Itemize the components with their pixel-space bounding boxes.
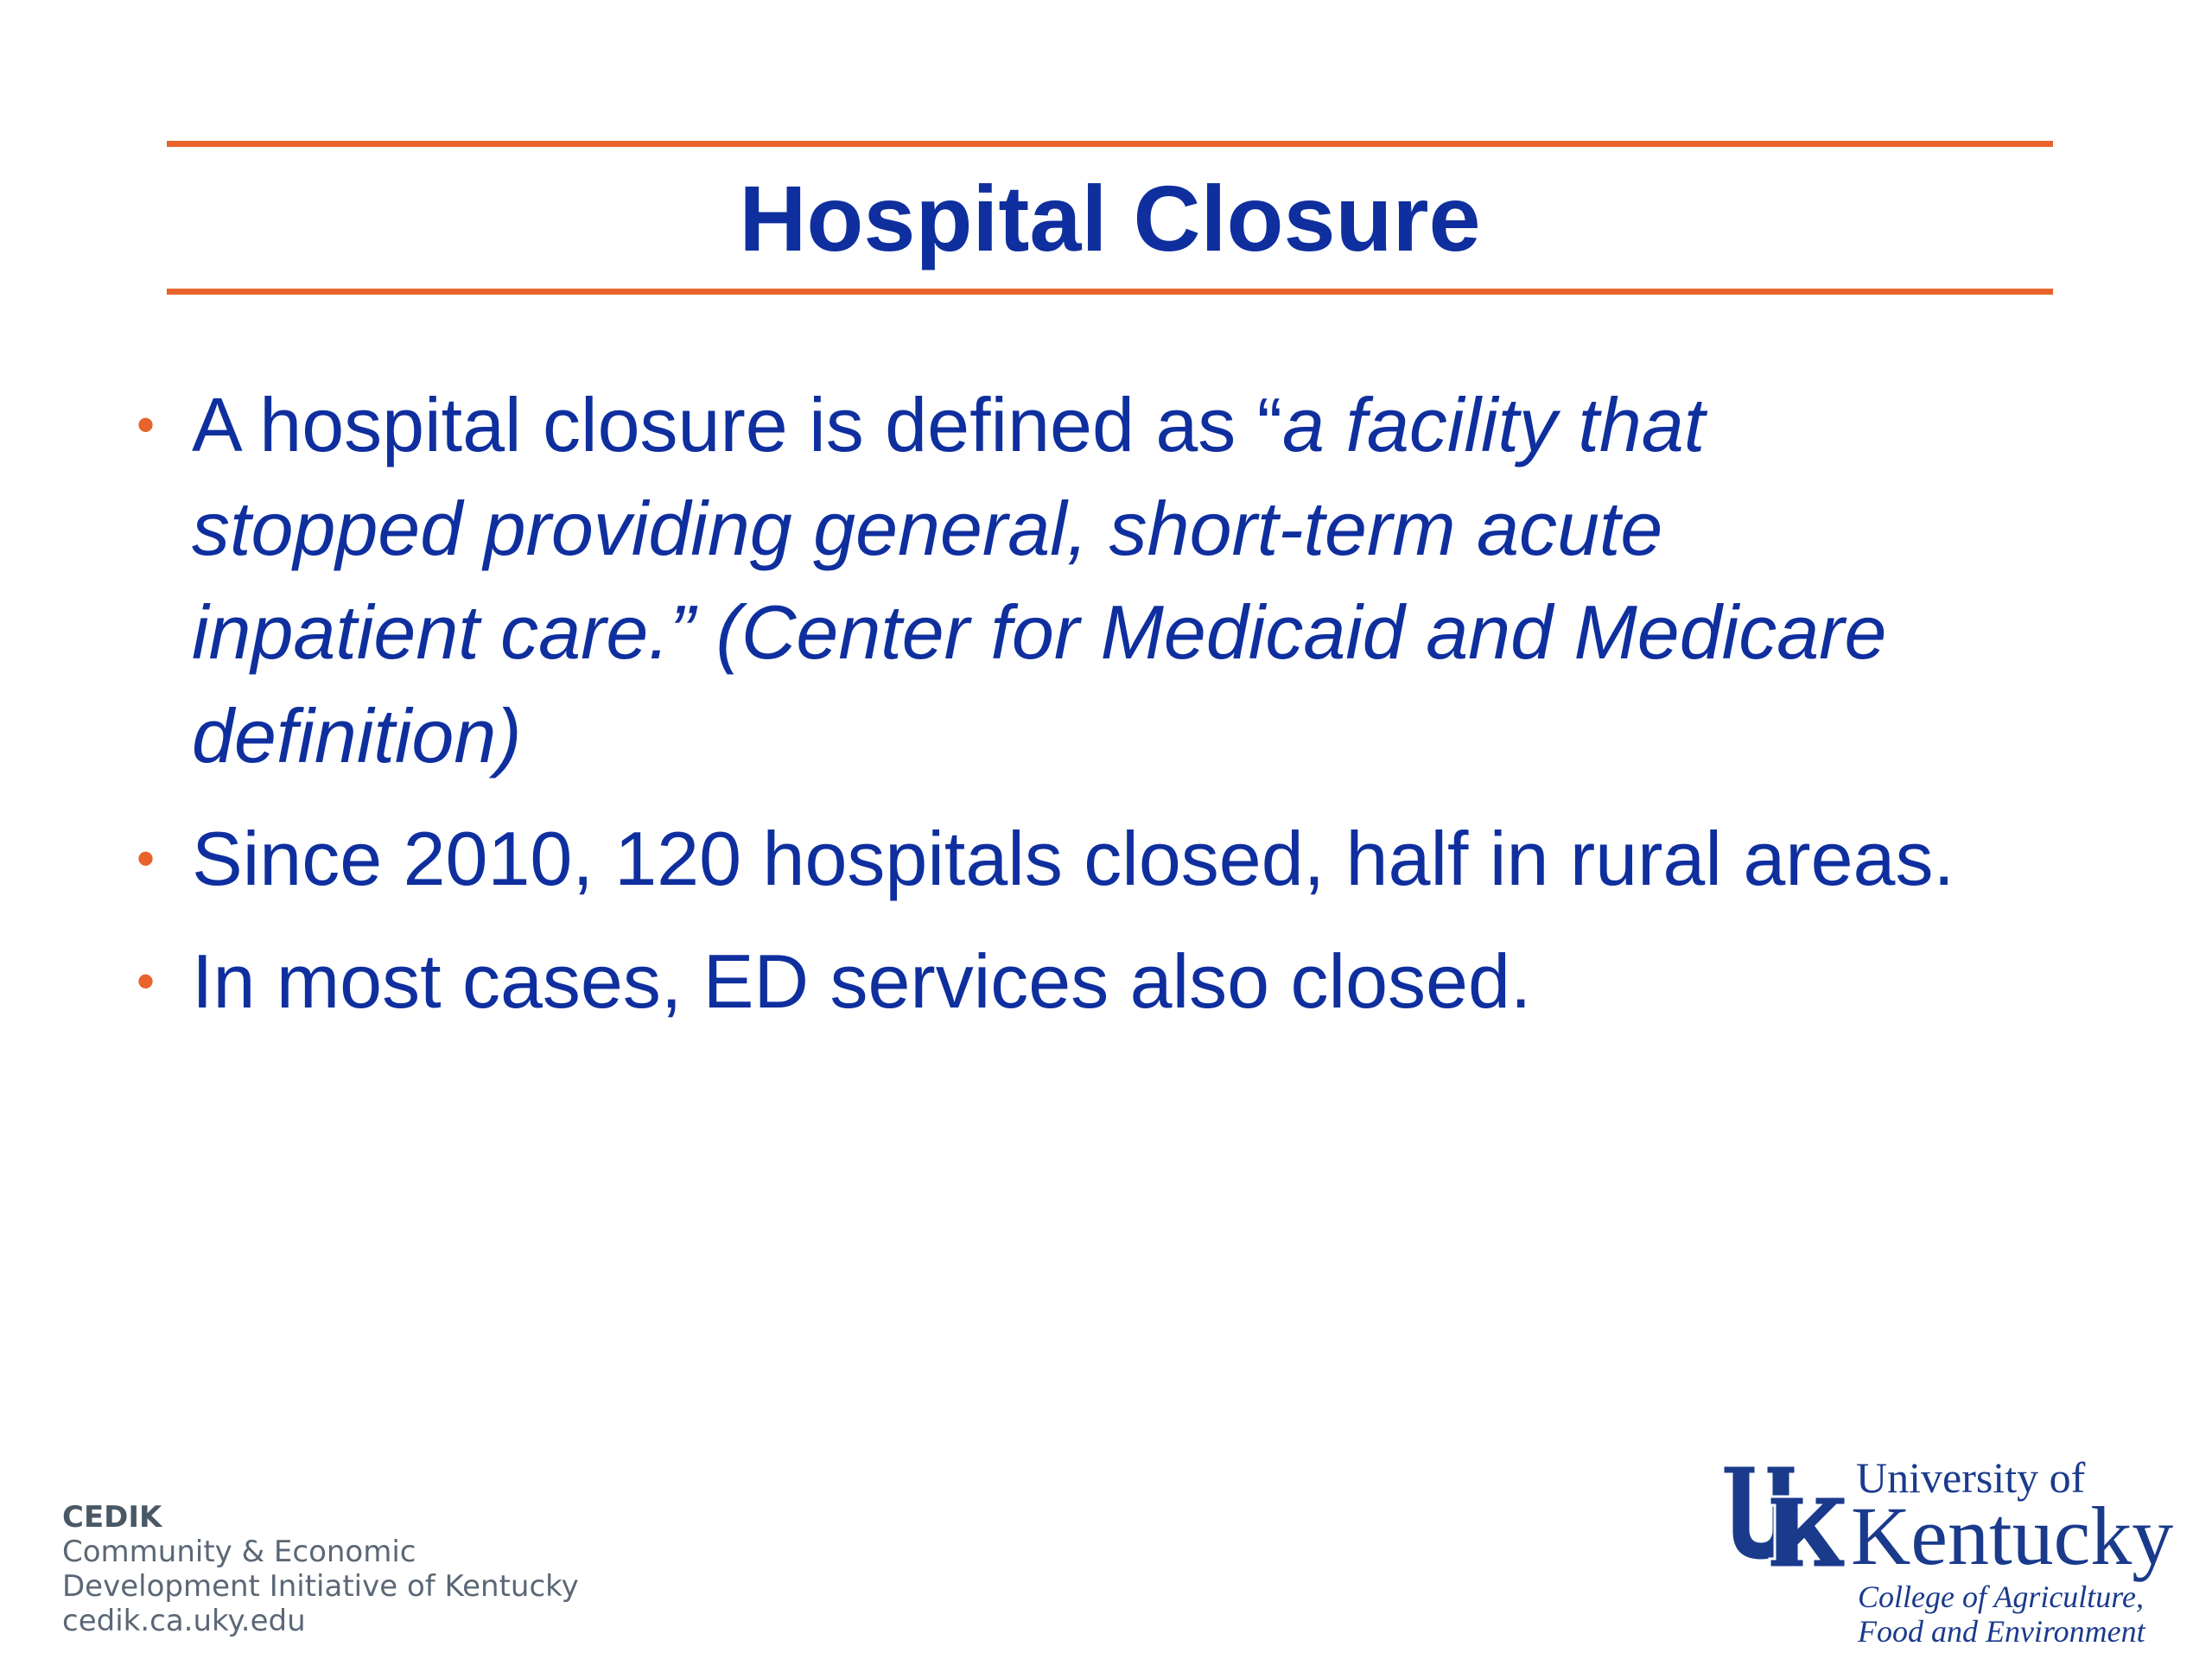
cedik-line1: Community & Economic: [62, 1535, 416, 1569]
uk-word-top: University of: [1856, 1453, 2086, 1502]
bullet-item: [137, 930, 1968, 1033]
uk-college: [1858, 1580, 2145, 1649]
bullet-text: A hospital closure is defined as “: [192, 382, 1283, 467]
uk-logo: [1719, 1452, 2203, 1650]
uk-college-line2: Food and Environment: [1858, 1614, 2145, 1649]
slide-title: Hospital Closure: [739, 166, 1481, 270]
cedik-acronym: CEDIK: [62, 1500, 162, 1535]
bullet-item: [137, 807, 1968, 911]
bullet-dot-icon: •: [137, 830, 156, 887]
cedik-line2: Development Initiative of Kentucky: [62, 1569, 579, 1604]
uk-word-main: Kentucky: [1851, 1490, 2174, 1582]
bullet-dot-icon: •: [137, 952, 156, 1010]
title-bottom-rule: [167, 289, 2053, 295]
cedik-url: cedik.ca.uky.edu: [62, 1604, 306, 1638]
bullet-dot-icon: •: [137, 396, 156, 454]
uk-monogram-icon: [1719, 1462, 1849, 1574]
bullet-item: [137, 373, 1968, 788]
bullet-text-italic: a facility that stopped providing general, short-term acute inpatient care.” (Center for Medicaid and Medicare definition): [192, 382, 1887, 779]
bullet-text: Since 2010, 120 hospitals closed, half in rural areas.: [192, 816, 1955, 901]
title-top-rule: [167, 141, 2053, 147]
bullet-text: In most cases, ED services also closed.: [192, 938, 1532, 1024]
bullet-list: [137, 373, 1968, 1052]
uk-college-line1: College of Agriculture,: [1858, 1580, 2144, 1614]
cedik-footer: [62, 1500, 579, 1638]
